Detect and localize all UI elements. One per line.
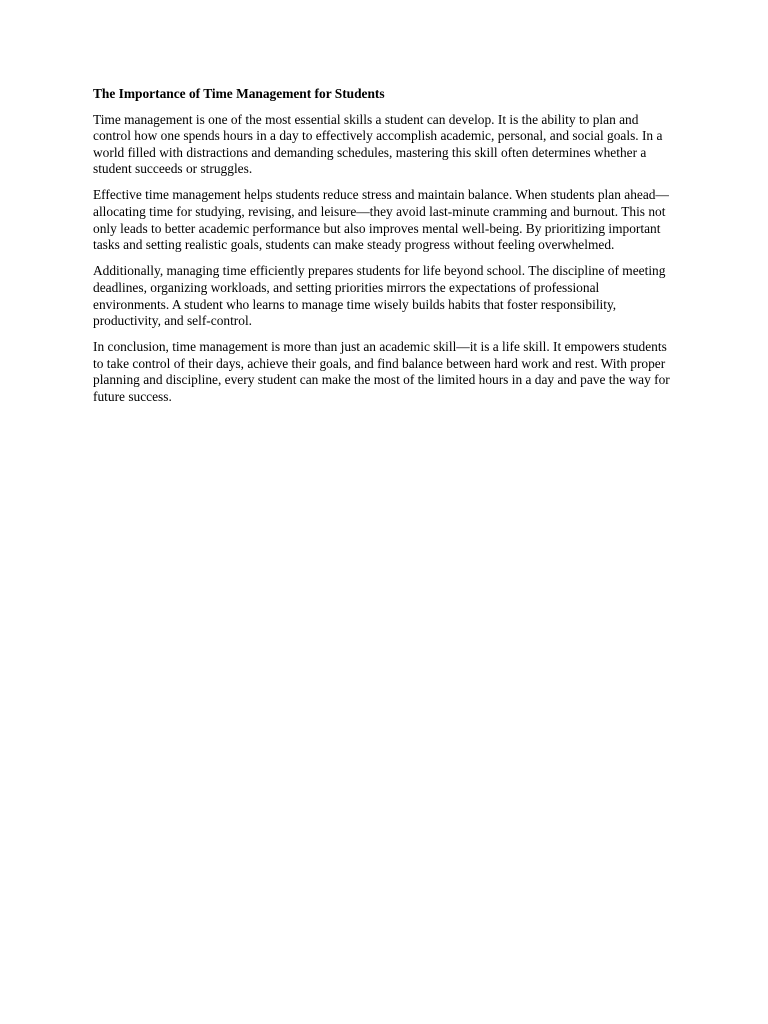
document-body [93,86,675,415]
document-title: The Importance of Time Management for Students [93,86,385,101]
paragraph-conclusion: In conclusion, time management is more than just an academic skill—it is a life skill. It empowers students to take control of their days, achieve their goals, and find balance between hard work and rest. With proper planning and discipline, every student can make the most of the limited hours in a day and pave the way for future success. [93,339,670,404]
paragraph-introduction: Time management is one of the most essential skills a student can develop. It is the ability to plan and control how one spends hours in a day to effectively accomplish academic, personal, and social goals. In a world filled with distractions and demanding schedules, mastering this skill often determines whether a student succeeds or struggles. [93,111,663,177]
paragraph-future-preparation: Additionally, managing time efficiently prepares students for life beyond school. The discipline of meeting deadlines, organizing workloads, and setting priorities mirrors the expectations of professional environments. A student who learns to manage time wisely builds habits that foster responsibility, productivity, and self-control. [93,263,666,329]
paragraph-benefits: Effective time management helps students reduce stress and maintain balance. When students plan ahead—allocating time for studying, revising, and leisure—they avoid last-minute cramming and burnout. This not only leads to better academic performance but also improves mental well-being. By prioritizing important tasks and setting realistic goals, students can make steady progress without feeling overwhelmed. [93,187,669,253]
